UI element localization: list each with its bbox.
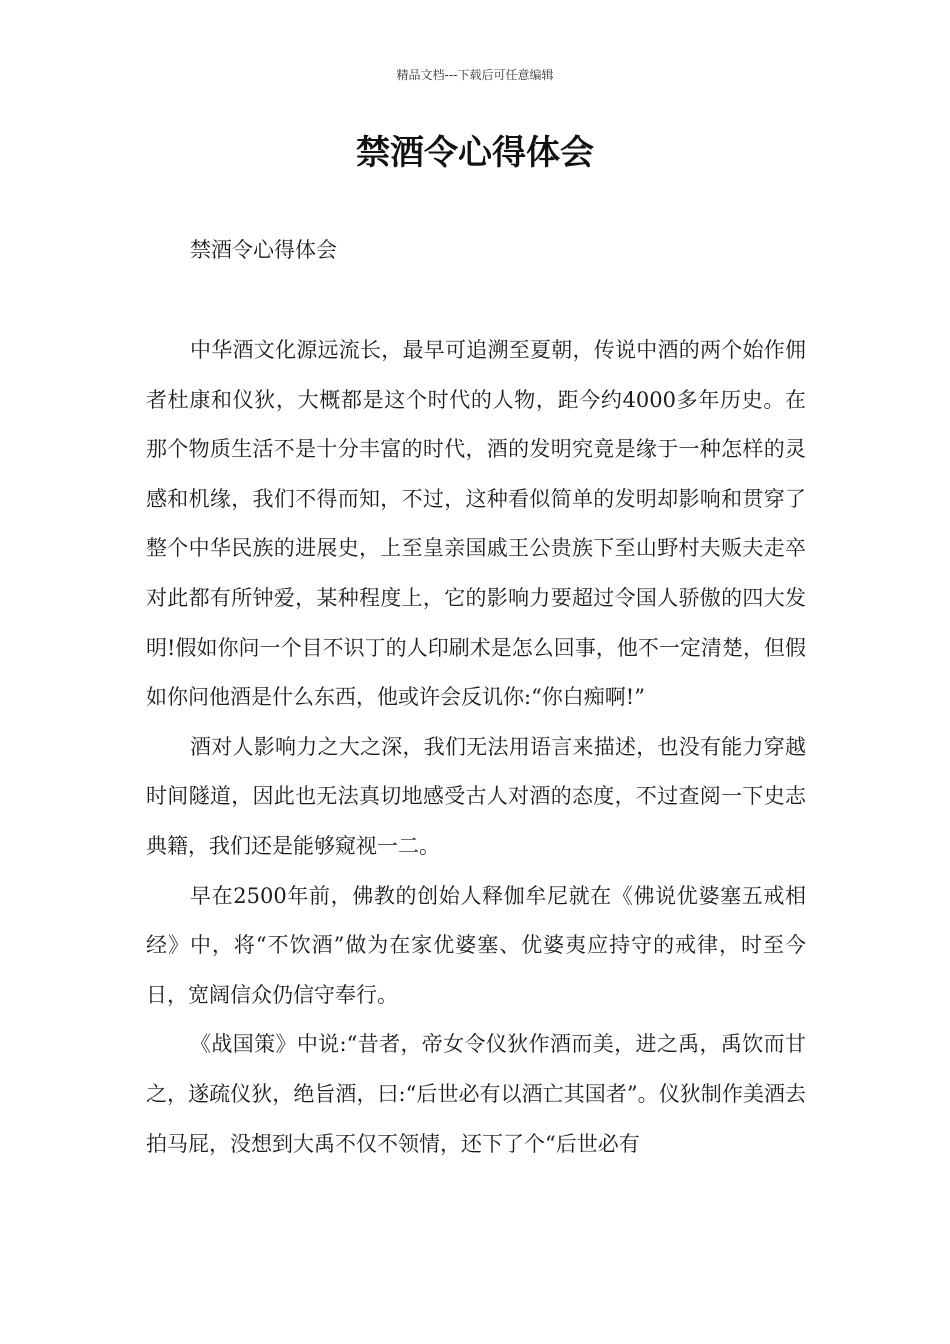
paragraph: 早在2500年前，佛教的创始人释伽牟尼就在《佛说优婆塞五戒相经》中，将“不饮酒”做为在家优婆塞、优婆夷应持守的戒律，时至今日，宽阔信众仍信守奉行。 (146, 883, 806, 1007)
document-title: 禁酒令心得体会 (356, 133, 594, 173)
document-subtitle: 禁酒令心得体会 (190, 238, 337, 262)
paragraph: 中华酒文化源远流长，最早可追溯至夏朝，传说中酒的两个始作佣者杜康和仪狄，大概都是这个时代的人物，距今约4000多年历史。在那个物质生活不是十分丰富的时代，酒的发明究竟是缘于一种怎样的灵感和机缘，我们不得而知，不过，这种看似简单的发明却影响和贯穿了整个中华民族的进展史，上至皇亲国戚王公贵族下至山野村夫贩夫走卒对此都有所钟爱，某种程度上，它的影响力要超过令国人骄傲的四大发明!假如你问一个目不识丁的人印刷术是怎么回事，他不一定清楚，但假如你问他酒是什么东西，他或许会反讥你:“你白痴啊!” (146, 338, 806, 710)
header-note: 精品文档---下载后可任意编辑 (396, 68, 554, 82)
paragraph: 酒对人影响力之大之深，我们无法用语言来描述，也没有能力穿越时间隧道，因此也无法真切地感受古人对酒的态度，不过查阅一下史志典籍，我们还是能够窥视一二。 (146, 734, 806, 858)
body-text (146, 326, 806, 1169)
paragraph: 《战国策》中说:“昔者，帝女令仪狄作酒而美，进之禹，禹饮而甘之，遂疏仪狄，绝旨酒，曰:“后世必有以酒亡其国者”。仪狄制作美酒去拍马屁，没想到大禹不仅不领情，还下了个“后世必有 (146, 1032, 806, 1156)
